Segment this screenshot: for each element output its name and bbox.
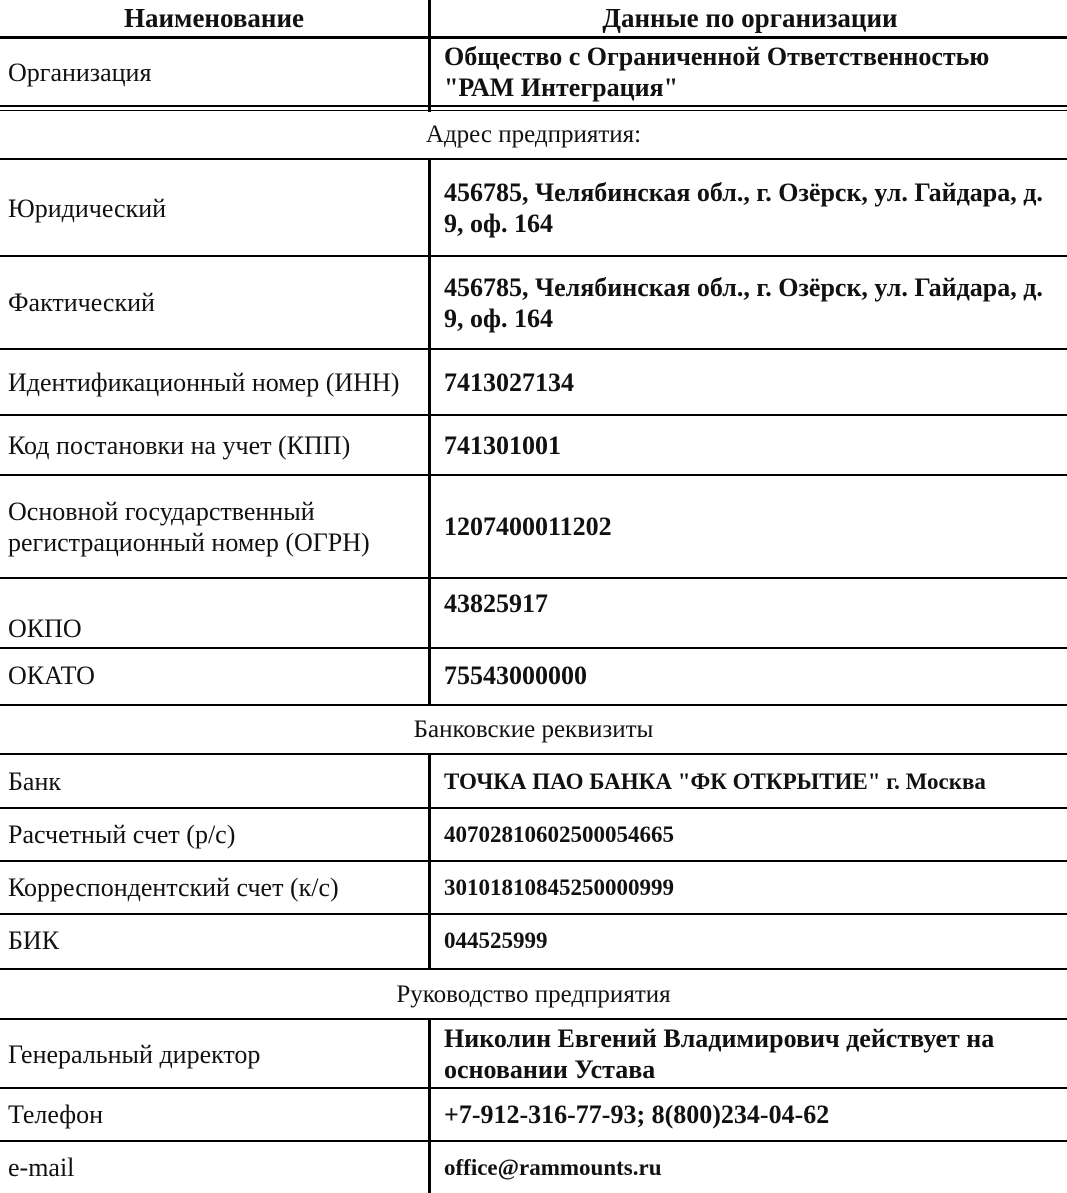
organization-value: Общество с Ограниченной Ответственностью "РАМ Интеграция"	[444, 42, 990, 102]
rule-corr-account	[0, 913, 1067, 915]
rule-bank	[0, 807, 1067, 809]
table-header-row	[0, 0, 1067, 36]
rule-address-section	[0, 158, 1067, 160]
rule-bik	[0, 968, 1067, 970]
actual-address-row	[0, 256, 1067, 349]
phone-value: +7-912-316-77-93; 8(800)234-04-62	[444, 1100, 830, 1129]
bik-row	[0, 914, 1067, 966]
corr-account-value: 30101810845250000999	[444, 875, 674, 900]
legal-address-label: Юридический	[8, 193, 167, 223]
section-management-title: Руководство предприятия	[396, 981, 671, 1008]
ogrn-value: 1207400011202	[444, 512, 612, 541]
header-data-column: Данные по организации	[602, 2, 898, 33]
rule-okato	[0, 704, 1067, 706]
column-divider-bank	[428, 753, 431, 970]
okpo-value: 43825917	[444, 589, 548, 618]
organization-label: Организация	[8, 57, 152, 87]
column-divider-address	[428, 158, 431, 706]
rule-account	[0, 860, 1067, 862]
inn-value: 7413027134	[444, 367, 574, 397]
bik-label: БИК	[8, 925, 60, 955]
inn-label: Идентификационный номер (ИНН)	[8, 367, 400, 397]
section-address-title: Адрес предприятия:	[425, 121, 642, 148]
okato-label: ОКАТО	[8, 661, 95, 690]
okato-value: 75543000000	[444, 661, 587, 690]
ogrn-row	[0, 475, 1067, 578]
rule-org-top	[0, 105, 1067, 107]
rule-actual-address	[0, 348, 1067, 350]
kpp-row	[0, 415, 1067, 475]
corr-account-label: Корреспондентский счет (к/с)	[8, 873, 339, 902]
email-label: e-mail	[8, 1152, 75, 1182]
bik-value: 044525999	[444, 927, 548, 953]
inn-row	[0, 349, 1067, 415]
director-label: Генеральный директор	[8, 1039, 261, 1069]
kpp-label: Код постановки на учет (КПП)	[8, 430, 351, 460]
header-name-column: Наименование	[124, 2, 304, 33]
phone-label: Телефон	[8, 1100, 104, 1129]
okpo-row	[0, 578, 1067, 648]
rule-under-header	[0, 36, 1067, 39]
rule-director	[0, 1087, 1067, 1089]
column-divider-top	[428, 0, 431, 112]
column-divider-management	[428, 1018, 431, 1193]
account-label: Расчетный счет (р/с)	[8, 820, 236, 849]
legal-address-row	[0, 160, 1067, 256]
kpp-value: 741301001	[444, 430, 561, 460]
actual-address-label: Фактический	[8, 288, 155, 317]
account-value: 40702810602500054665	[444, 822, 674, 847]
email-row	[0, 1141, 1067, 1193]
okato-row	[0, 648, 1067, 703]
bank-label: Банк	[8, 767, 62, 796]
ogrn-label: Основной государственный регистрационный номер (ОГРН)	[8, 496, 370, 557]
rule-bank-section	[0, 753, 1067, 755]
actual-address-value: 456785, Челябинская обл., г. Озёрск, ул. Гайдара, д. 9, оф. 164	[444, 272, 1043, 333]
bank-row	[0, 755, 1067, 808]
director-row	[0, 1020, 1067, 1088]
rule-inn	[0, 414, 1067, 416]
phone-row	[0, 1088, 1067, 1141]
email-value: office@rammounts.ru	[444, 1154, 662, 1180]
rule-phone	[0, 1140, 1067, 1142]
rule-management-section	[0, 1018, 1067, 1020]
rule-kpp	[0, 474, 1067, 476]
organization-row	[0, 38, 1067, 106]
rule-legal-address	[0, 255, 1067, 257]
rule-org-bottom	[0, 110, 1067, 111]
okpo-label: ОКПО	[8, 614, 82, 643]
corr-account-row	[0, 861, 1067, 914]
section-bank-title: Банковские реквизиты	[413, 716, 654, 743]
director-value: Николин Евгений Владимирович действует на основании Устава	[444, 1024, 995, 1084]
legal-address-value: 456785, Челябинская обл., г. Озёрск, ул. Гайдара, д. 9, оф. 164	[444, 178, 1043, 238]
bank-value: ТОЧКА ПАО БАНКА "ФК ОТКРЫТИЕ" г. Москва	[444, 769, 986, 794]
account-row	[0, 808, 1067, 861]
rule-ogrn	[0, 577, 1067, 579]
rule-okpo	[0, 647, 1067, 649]
